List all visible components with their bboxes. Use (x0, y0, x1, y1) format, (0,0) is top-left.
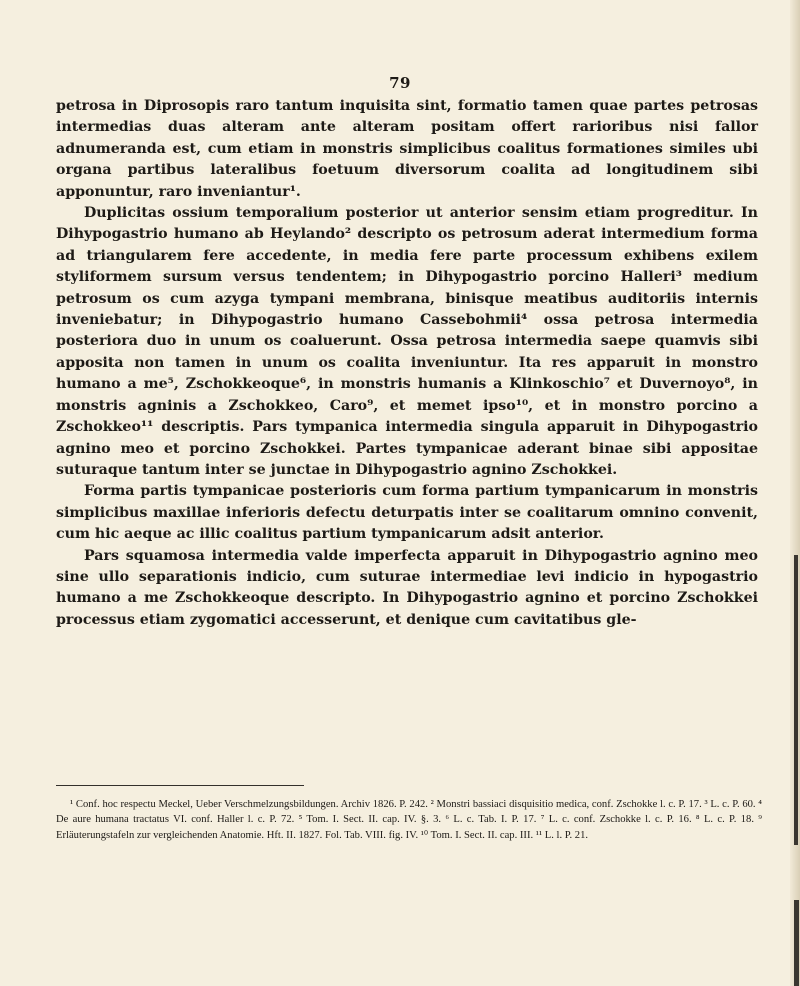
binding-mark-lower (794, 900, 799, 986)
page-number: 79 (389, 74, 411, 92)
footnotes-text: ¹ Conf. hoc respectu Meckel, Ueber Verschmelzungsbildungen. Archiv 1826. P. 242. ² Monstri bassiaci disquisitio medica, conf. Zschokke l. c. P. 17. ³ L. c. P. 60. ⁴ De aure humana tractatus VI. conf. Haller l. c. P. 72. ⁵ Tom. I. Sect. II. cap. IV. §. 3. ⁶ L. c. Tab. I. P. 17. ⁷ L. c. conf. Zschokke l. c. P. 16. ⁸ L. c. P. 18. ⁹ Erläuterungstafeln zur vergleichenden Anatomie. Hft. II. 1827. Fol. Tab. VIII. fig. IV. ¹⁰ Tom. I. Sect. II. cap. III. ¹¹ L. l. P. 21. (56, 799, 762, 841)
paragraph-2: Duplicitas ossium temporalium posterior ut anterior sensim etiam progreditur. In Dihypogastrio humano ab Heylando² descripto os petrosum aderat intermedium forma ad triangularem fere accedente, in media fere parte processum exhibens exilem styliformem sursum versus tendentem; in Dihypogastrio porcino Halleri³ medium petrosum os cum azyga tympani membrana, binisque meatibus auditoriis internis inveniebatur; in Dihypogastrio humano Cassebohmii⁴ ossa petrosa intermedia posteriora duo in unum os coaluerunt. Ossa petrosa intermedia saepe quamvis sibi apposita non tamen in unum os coalita inveniuntur. Ita res apparuit in monstro humano a me⁵, Zschokkeoque⁶, in monstris humanis a Klinkoschio⁷ et Duvernoyo⁸, in monstris agninis a Zschokkeo, Caro⁹, et memet ipso¹⁰, et in monstro porcino a Zschokkeo¹¹ descriptis. Pars tympanica intermedia singula apparuit in Dihypogastrio agnino meo et porcino Zschokkei. Partes tympanicae aderant binae sibi appositae suturaque tantum inter se junctae in Dihypogastrio agnino Zschokkei. (56, 205, 758, 478)
binding-mark (794, 555, 798, 845)
footnotes (56, 797, 762, 843)
paragraph-4: Pars squamosa intermedia valde imperfecta apparuit in Dihypogastrio agnino meo sine ullo separationis indicio, cum suturae intermediae levi indicio in hypogastrio humano a me Zschokkeoque descripto. In Dihypogastrio agnino et porcino Zschokkei processus etiam zygomatici accesserunt, et denique cum cavitatibus gle- (56, 547, 758, 628)
paragraph-3: Forma partis tympanicae posterioris cum forma partium tympanicarum in monstris simplicibus maxillae inferioris defectu deturpatis inter se coalitarum omnino convenit, cum hic aeque ac illic coalitus partium tympanicarum adsit anterior. (56, 483, 758, 543)
footnote-divider (56, 785, 304, 786)
body-text (56, 96, 758, 631)
paragraph-1: petrosa in Diprosopis raro tantum inquisita sint, formatio tamen quae partes petrosas intermedias duas alteram ante alteram positam offert rarioribus nisi fallor adnumeranda est, cum etiam in monstris simplicibus coalitus formationes similes ubi organa partibus lateralibus foetuum diversorum coalita ad longitudinem sibi apponuntur, raro inveniantur¹. (56, 98, 758, 200)
